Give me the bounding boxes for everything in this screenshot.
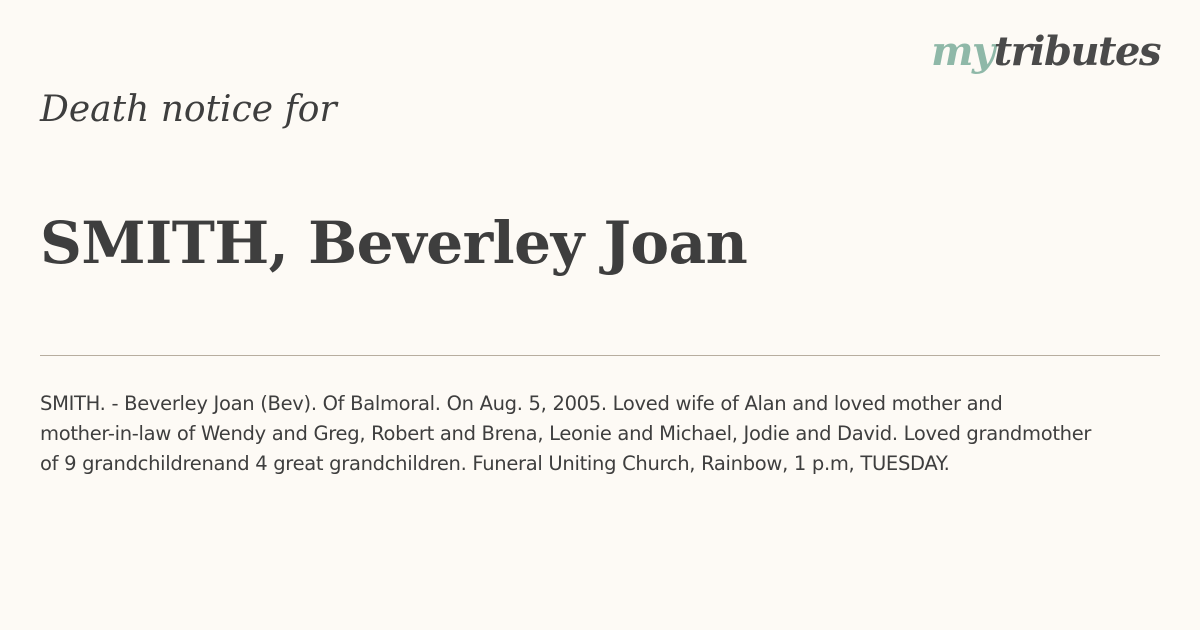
notice-label: Death notice for — [40, 89, 337, 130]
logo-part-my: my — [931, 28, 994, 75]
mytributes-logo — [931, 28, 1160, 75]
deceased-name: SMITH, Beverley Joan — [40, 209, 748, 277]
notice-body-text: SMITH. - Beverley Joan (Bev). Of Balmoral. On Aug. 5, 2005. Loved wife of Alan and loved mother and mother-in-law of Wendy and Greg, Robert and Brena, Leonie and Michael, Jodie and David. Loved grandmother of 9 grandchildrenand 4 great grandchildren. Funeral Uniting Church, Rainbow, 1 p.m, TUESDAY. — [40, 392, 1092, 475]
divider — [40, 355, 1160, 356]
logo-part-tributes: tributes — [993, 28, 1160, 75]
